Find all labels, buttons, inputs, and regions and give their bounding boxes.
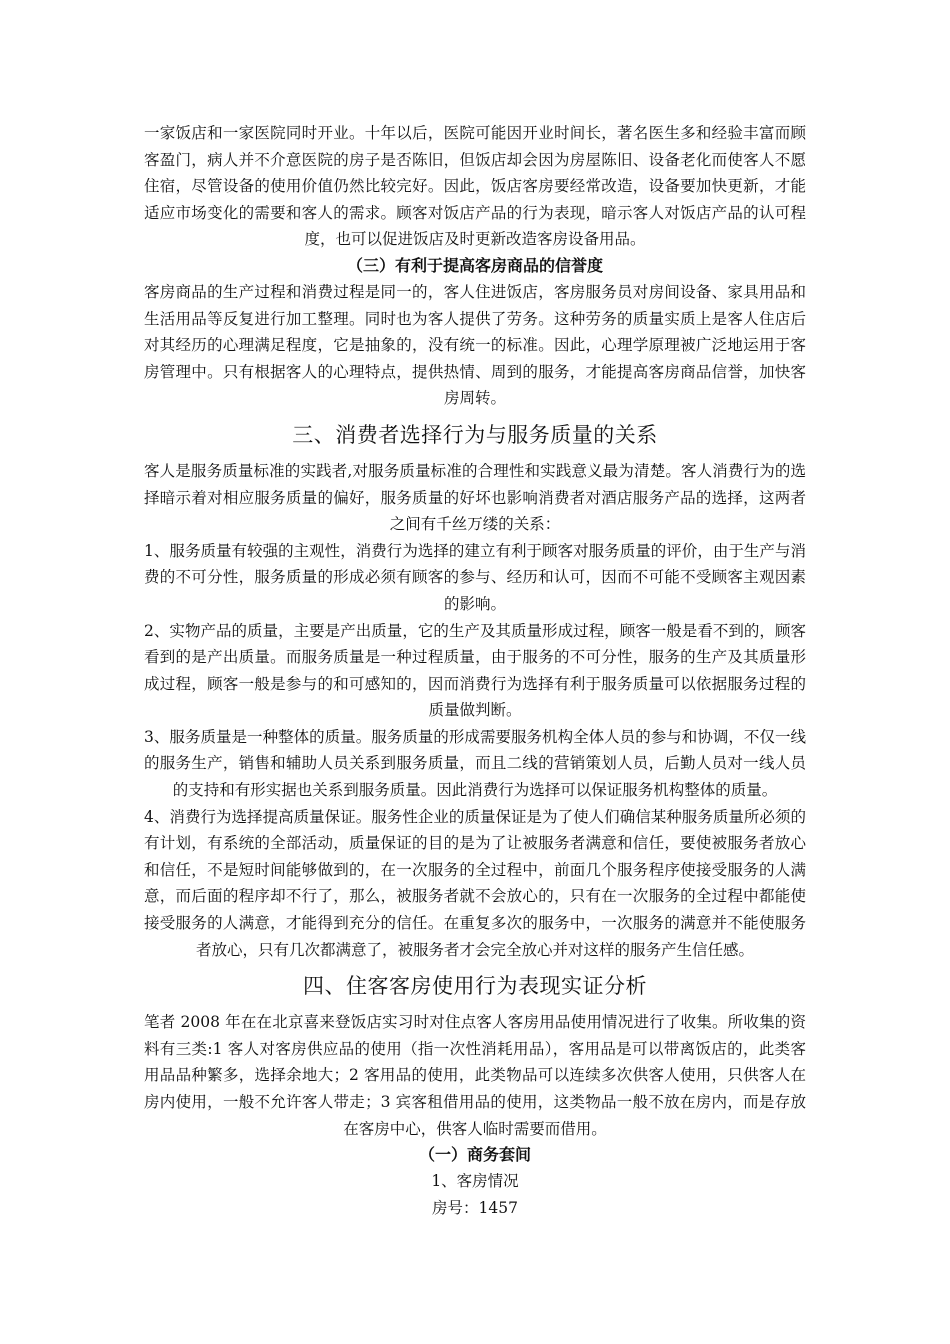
section-3-intro: 客人是服务质量标准的实践者,对服务质量标准的合理性和实践意义最为清楚。客人消费行为的选择暗示着对相应服务质量的偏好，服务质量的好坏也影响消费者对酒店服务产品的选择，这两者之间有千丝万缕的关系：	[144, 461, 806, 534]
subsection-4-1-title: （一）商务套间	[418, 1145, 531, 1165]
section-3-item-1: 1、服务质量有较强的主观性，消费行为选择的建立有利于顾客对服务质量的评价，由于生产与消费的不可分性，服务质量的形成必须有顾客的参与、经历和认可，因而不可能不受顾客主观因素的影响。	[144, 541, 806, 613]
section-4-intro: 笔者 2008 年在在北京喜来登饭店实习时对住点客人客房用品使用情况进行了收集。所收集的资料有三类:1 客人对客房供应品的使用（指一次性消耗用品），客用品是可以带离饭店的，此类客用品品种繁多，选择余地大；2 客用品的使用，此类物品可以连续多次供客人使用，只供客人在房内使用，一般不允许客人带走；3 宾客租借用品的使用，这类物品一般不放在房内，而是存放在客房中心，供客人临时需要而借用。	[144, 1013, 806, 1138]
subsection-3-body: 客房商品的生产过程和消费过程是同一的，客人住进饭店，客房服务员对房间设备、家具用品和生活用品等反复进行加工整理。同时也为客人提供了劳务。这种劳务的质量实质上是客人住店后对其经历的心理满足程度，它是抽象的，没有统一的标准。因此，心理学原理被广泛地运用于客房管理中。只有根据客人的心理特点，提供热情、周到的服务，才能提高客房商品信誉，加快客房周转。	[144, 282, 806, 408]
section-3-item-3: 3、服务质量是一种整体的质量。服务质量的形成需要服务机构全体人员的参与和协调，不仅一线的服务生产，销售和辅助人员关系到服务质量，而且二线的营销策划人员，后勤人员对一线人员的支持和有形实据也关系到服务质量。因此消费行为选择可以保证服务机构整体的质量。	[144, 727, 806, 800]
section-4-heading: 四、住客客房使用行为表现实证分析	[303, 974, 647, 999]
document-page	[144, 120, 806, 1221]
section-3-item-2: 2、实物产品的质量，主要是产出质量，它的生产及其质量形成过程，顾客一般是看不到的，顾客看到的是产出质量。而服务质量是一种过程质量，由于服务的不可分性，服务的生产及其质量形成过程，顾客一般是参与的和可感知的，因而消费行为选择有利于服务质量可以依据服务过程的质量做判断。	[144, 621, 806, 720]
room-number: 房号：1457	[432, 1198, 518, 1217]
intro-paragraph: 一家饭店和一家医院同时开业。十年以后，医院可能因开业时间长，著名医生多和经验丰富而顾客盈门，病人并不介意医院的房子是否陈旧，但饭店却会因为房屋陈旧、设备老化而使客人不愿住宿，尽管设备的使用价值仍然比较完好。因此，饭店客房要经常改造，设备要加快更新，才能适应市场变化的需要和客人的需求。顾客对饭店产品的行为表现，暗示客人对饭店产品的认可程度，也可以促进饭店及时更新改造客房设备用品。	[144, 124, 806, 249]
room-info-heading: 1、客房情况	[431, 1172, 519, 1191]
section-3-heading: 三、消费者选择行为与服务质量的关系	[292, 422, 658, 447]
subsection-3-title: （三）有利于提高客房商品的信誉度	[346, 255, 603, 275]
section-3-item-4: 4、消费行为选择提高质量保证。服务性企业的质量保证是为了使人们确信某种服务质量所必须的有计划，有系统的全部活动，质量保证的目的是为了让被服务者满意和信任，要使被服务者放心和信任，不是短时间能够做到的，在一次服务的全过程中，前面几个服务程序使接受服务的人满意，而后面的程序却不行了，那么，被服务者就不会放心的，只有在一次服务的全过程中都能使接受服务的人满意，才能得到充分的信任。在重复多次的服务中，一次服务的满意并不能使服务者放心，只有几次都满意了，被服务者才会完全放心并对这样的服务产生信任感。	[144, 807, 806, 959]
